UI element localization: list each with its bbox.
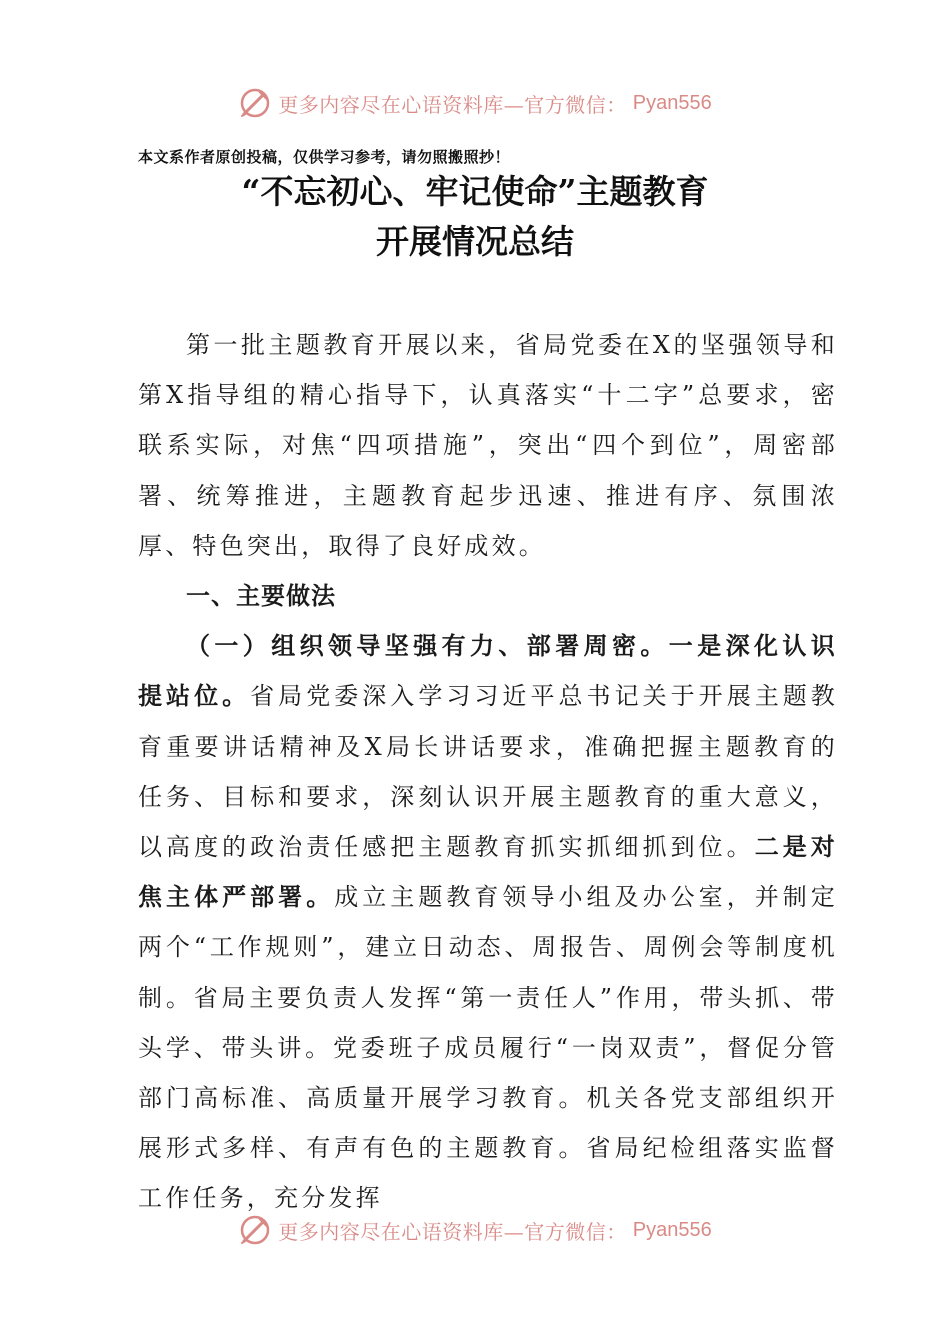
intro-paragraph: 第一批主题教育开展以来，省局党委在X的坚强领导和第X指导组的精心指导下，认真落实“十二字”总要求，密联系实际，对焦“四项措施”，突出“四个到位”，周密部署、统筹推进，主题教育起步迅速、推进有序、氛围浓厚、特色突出，取得了良好成效。: [138, 331, 838, 560]
watermark-text: 更多内容尽在心语资料库—官方微信：: [278, 92, 627, 117]
page-title-line-2: 开展情况总结: [376, 222, 574, 261]
subsection-text-2: 成立主题教育领导小组及办公室，并制定两个“工作规则”，建立日动态、周报告、周例会等制度机制。省局主要负责人发挥“第一责任人”作用，带头抓、带头学、带头讲。党委班子成员履行“一岗双责”，督促分管部门高标准、高质量开展学习教育。机关各党支部组织开展形式多样、有声有色的主题教育。省局纪检组落实监督工作任务，充分发挥: [138, 883, 838, 1213]
copyright-notice: 本文系作者原创投稿，仅供学习参考，请勿照搬照抄！: [138, 148, 511, 166]
page-title-line-1: “不忘初心、牢记使命”主题教育: [241, 172, 709, 211]
watermark-top: [0, 86, 950, 120]
pen-logo-icon: [238, 86, 272, 120]
subsection-title: （一）组织领导坚强有力、部署周密。一是深化认识提站位。: [138, 631, 838, 711]
document-body: [138, 320, 838, 1224]
pen-logo-icon: [238, 1213, 272, 1247]
subsection-point-2: 二是对焦主体严部署。: [138, 832, 838, 912]
section-heading: 一、主要做法: [186, 582, 336, 611]
watermark-bottom: [0, 1213, 950, 1247]
watermark-wechat-id: Pyan556: [632, 91, 712, 114]
subsection-paragraph: [138, 621, 838, 1223]
watermark-wechat-id: Pyan556: [632, 1218, 712, 1241]
subsection-text-1: 省局党委深入学习习近平总书记关于开展主题教育重要讲话精神及X局长讲话要求，准确把握主题教育的任务、目标和要求，深刻认识开展主题教育的重大意义，以高度的政治责任感把主题教育抓实抓细抓到位。: [138, 682, 838, 862]
watermark-text: 更多内容尽在心语资料库—官方微信：: [278, 1219, 627, 1244]
